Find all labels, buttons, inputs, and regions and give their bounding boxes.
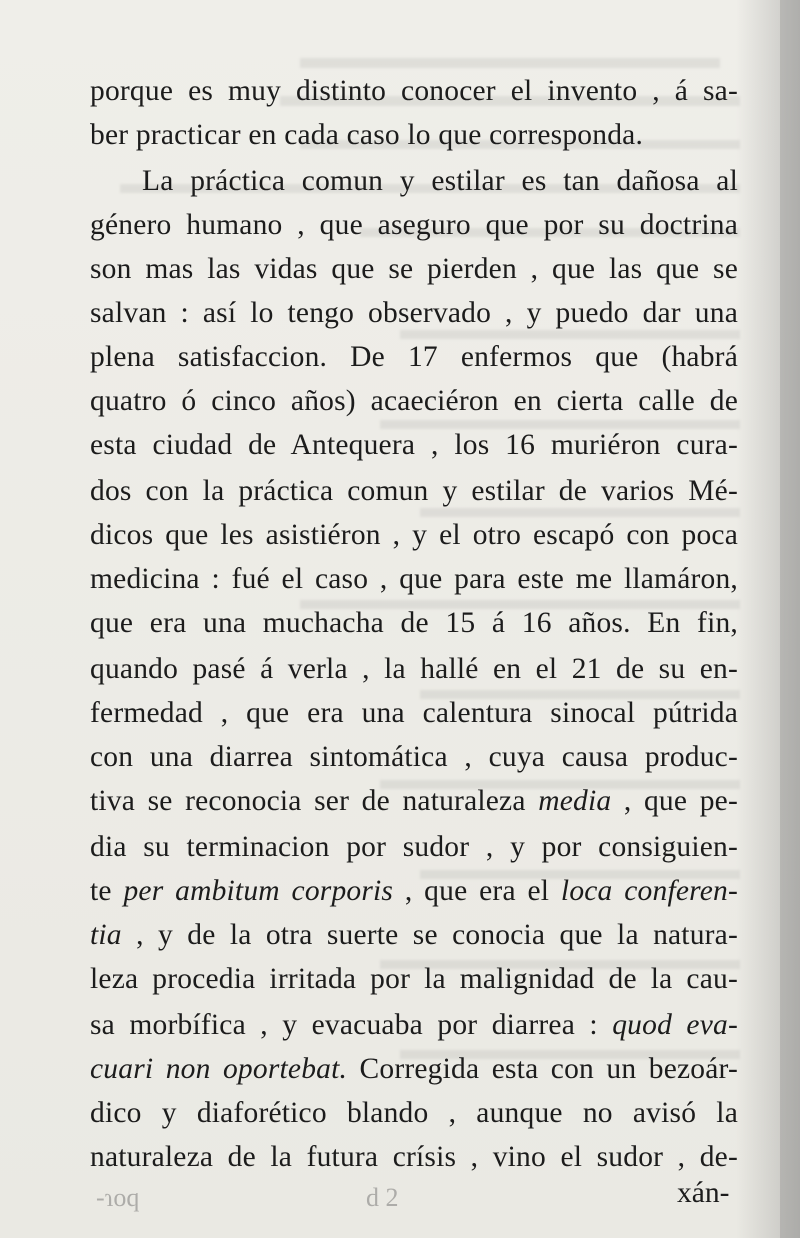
catchword: xán-: [677, 1177, 730, 1209]
text-line: [90, 652, 738, 686]
text-line: [90, 962, 738, 996]
text-line: [90, 340, 738, 374]
text-line: [90, 296, 738, 330]
text-line: [90, 1140, 738, 1174]
text-line: [90, 1052, 738, 1086]
text-run: dia su terminacion por sudor , y por consiguien-: [90, 831, 738, 863]
text-run: ber practicar en cada caso lo que corresponda.: [90, 119, 644, 151]
italic-phrase: loca conferen-: [560, 875, 738, 907]
text-line: [90, 118, 643, 152]
text-line: [142, 164, 738, 198]
text-run: dico y diaforético blando , aunque no avisó la: [90, 1097, 738, 1129]
text-run: , que era el: [393, 875, 561, 907]
text-run: dos con la práctica comun y estilar de varios Mé-: [90, 475, 738, 507]
text-line: [90, 874, 738, 908]
text-run: medicina : fué el caso , que para este me llamáron,: [90, 563, 738, 595]
italic-phrase: cuari non oportebat.: [90, 1053, 348, 1085]
text-line: [90, 830, 738, 864]
signature-mark: d 2: [366, 1183, 399, 1212]
text-line: [90, 208, 738, 242]
text-line: [90, 518, 738, 552]
italic-phrase: media: [538, 785, 612, 817]
text-run: naturaleza de la futura crísis , vino el sudor , de-: [90, 1141, 738, 1173]
italic-phrase: per ambitum corporis: [123, 875, 394, 907]
text-line: [90, 562, 738, 596]
text-run: te: [90, 875, 124, 907]
text-run: esta ciudad de Antequera , los 16 muriéron cura-: [90, 429, 738, 461]
text-run: plena satisfaccion. De 17 enfermos que (habrá: [90, 341, 738, 373]
text-line: [90, 1096, 738, 1130]
text-line: [90, 1008, 738, 1042]
text-line: [90, 474, 738, 508]
text-run: quando pasé á verla , la hallé en el 21 de su en-: [90, 653, 738, 685]
text-line: [90, 696, 738, 730]
text-run: , y de la otra suerte se conocia que la natura-: [121, 919, 738, 951]
text-run: dicos que les asistiéron , y el otro escapó con poca: [90, 519, 738, 551]
text-line: [90, 606, 738, 640]
text-run: género humano , que aseguro que por su doctrina: [90, 209, 738, 241]
text-run: que era una muchacha de 15 á 16 años. En fin,: [90, 607, 738, 639]
reversed-show-through-word: -ɿoq: [96, 1183, 140, 1212]
text-line: [90, 918, 738, 952]
text-run: Corregida esta con un bezoár-: [347, 1053, 738, 1085]
text-run: porque es muy distinto conocer el invento , á sa-: [90, 75, 738, 107]
text-line: [90, 252, 738, 286]
text-line: [90, 428, 738, 462]
text-line: [90, 384, 738, 418]
text-run: son mas las vidas que se pierden , que las que se: [90, 253, 738, 285]
text-run: fermedad , que era una calentura sinocal pútrida: [90, 697, 738, 729]
text-line: [90, 784, 738, 818]
text-line: [90, 740, 738, 774]
italic-phrase: tia: [90, 919, 122, 951]
text-run: con una diarrea sintomática , cuya causa produc-: [90, 741, 738, 773]
text-run: leza procedia irritada por la malignidad de la cau-: [90, 963, 738, 995]
text-run: tiva se reconocia ser de naturaleza: [90, 785, 539, 817]
text-run: , que pe-: [611, 785, 738, 817]
text-run: La práctica comun y estilar es tan dañosa al: [142, 165, 738, 197]
italic-phrase: quod eva-: [612, 1009, 738, 1041]
text-run: salvan : así lo tengo observado , y puedo dar una: [90, 297, 738, 329]
text-run: quatro ó cinco años) acaeciéron en cierta calle de: [90, 385, 738, 417]
text-line: [90, 74, 738, 108]
text-run: sa morbífica , y evacuaba por diarrea :: [90, 1009, 613, 1041]
